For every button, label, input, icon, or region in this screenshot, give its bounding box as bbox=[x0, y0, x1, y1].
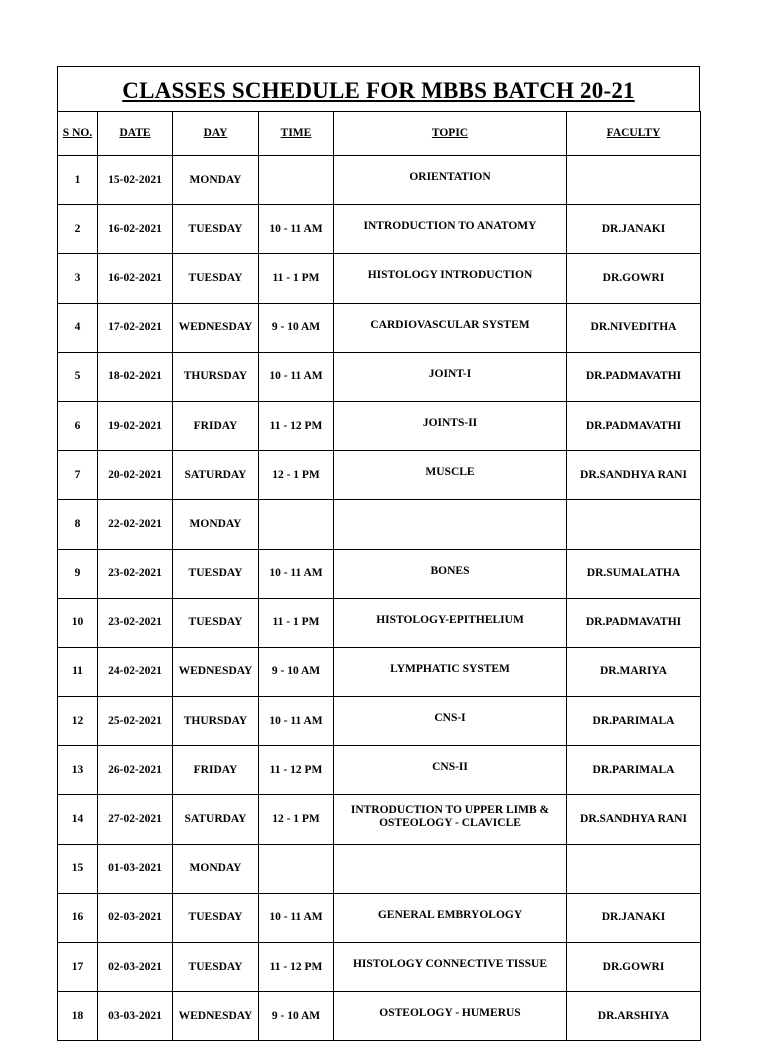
cell-topic: HISTOLOGY CONNECTIVE TISSUE bbox=[334, 943, 567, 992]
table-row bbox=[58, 943, 701, 992]
cell-time: 10 - 11 AM bbox=[259, 205, 334, 254]
cell-day: TUESDAY bbox=[173, 549, 259, 598]
cell-topic: INTRODUCTION TO ANATOMY bbox=[334, 205, 567, 254]
table-row bbox=[58, 254, 701, 303]
cell-topic: CNS-II bbox=[334, 746, 567, 795]
cell-faculty: DR.JANAKI bbox=[567, 893, 701, 942]
cell-faculty: DR.MARIYA bbox=[567, 647, 701, 696]
cell-time: 11 - 1 PM bbox=[259, 254, 334, 303]
cell-date: 03-03-2021 bbox=[98, 992, 173, 1041]
cell-time: 10 - 11 AM bbox=[259, 549, 334, 598]
cell-date: 24-02-2021 bbox=[98, 647, 173, 696]
table-row bbox=[58, 352, 701, 401]
cell-sno: 12 bbox=[58, 697, 98, 746]
cell-sno: 17 bbox=[58, 943, 98, 992]
cell-topic bbox=[334, 844, 567, 893]
cell-time: 10 - 11 AM bbox=[259, 352, 334, 401]
cell-sno: 11 bbox=[58, 647, 98, 696]
cell-time: 9 - 10 AM bbox=[259, 303, 334, 352]
table-row bbox=[58, 549, 701, 598]
cell-sno: 18 bbox=[58, 992, 98, 1041]
cell-topic: MUSCLE bbox=[334, 451, 567, 500]
cell-time: 11 - 12 PM bbox=[259, 943, 334, 992]
cell-date: 15-02-2021 bbox=[98, 156, 173, 205]
schedule-sheet bbox=[57, 66, 700, 1041]
cell-date: 27-02-2021 bbox=[98, 795, 173, 844]
title-box bbox=[57, 66, 700, 111]
cell-day: MONDAY bbox=[173, 500, 259, 549]
table-row bbox=[58, 303, 701, 352]
cell-date: 26-02-2021 bbox=[98, 746, 173, 795]
cell-date: 23-02-2021 bbox=[98, 598, 173, 647]
cell-day: TUESDAY bbox=[173, 205, 259, 254]
cell-faculty: DR.SANDHYA RANI bbox=[567, 451, 701, 500]
table-row bbox=[58, 451, 701, 500]
schedule-table bbox=[57, 111, 701, 1041]
cell-topic: ORIENTATION bbox=[334, 156, 567, 205]
cell-date: 17-02-2021 bbox=[98, 303, 173, 352]
cell-faculty bbox=[567, 844, 701, 893]
header-faculty: FACULTY bbox=[567, 112, 701, 156]
table-row bbox=[58, 205, 701, 254]
table-row bbox=[58, 795, 701, 844]
cell-day: FRIDAY bbox=[173, 746, 259, 795]
cell-sno: 8 bbox=[58, 500, 98, 549]
cell-day: TUESDAY bbox=[173, 598, 259, 647]
cell-faculty: DR.NIVEDITHA bbox=[567, 303, 701, 352]
cell-sno: 9 bbox=[58, 549, 98, 598]
cell-date: 25-02-2021 bbox=[98, 697, 173, 746]
cell-time: 11 - 12 PM bbox=[259, 401, 334, 450]
cell-sno: 4 bbox=[58, 303, 98, 352]
cell-sno: 5 bbox=[58, 352, 98, 401]
cell-sno: 3 bbox=[58, 254, 98, 303]
cell-day: TUESDAY bbox=[173, 893, 259, 942]
table-row bbox=[58, 598, 701, 647]
header-time: TIME bbox=[259, 112, 334, 156]
cell-day: THURSDAY bbox=[173, 697, 259, 746]
cell-topic: JOINTS-II bbox=[334, 401, 567, 450]
cell-topic bbox=[334, 500, 567, 549]
table-row bbox=[58, 500, 701, 549]
cell-topic: INTRODUCTION TO UPPER LIMB & OSTEOLOGY - CLAVICLE bbox=[334, 795, 567, 844]
cell-sno: 2 bbox=[58, 205, 98, 254]
cell-faculty: DR.SANDHYA RANI bbox=[567, 795, 701, 844]
cell-day: MONDAY bbox=[173, 844, 259, 893]
cell-day: TUESDAY bbox=[173, 943, 259, 992]
cell-topic: LYMPHATIC SYSTEM bbox=[334, 647, 567, 696]
cell-time bbox=[259, 156, 334, 205]
cell-faculty: DR.PADMAVATHI bbox=[567, 598, 701, 647]
cell-faculty: DR.JANAKI bbox=[567, 205, 701, 254]
table-row bbox=[58, 992, 701, 1041]
cell-time: 10 - 11 AM bbox=[259, 697, 334, 746]
cell-date: 20-02-2021 bbox=[98, 451, 173, 500]
cell-date: 23-02-2021 bbox=[98, 549, 173, 598]
cell-day: TUESDAY bbox=[173, 254, 259, 303]
cell-topic: OSTEOLOGY - HUMERUS bbox=[334, 992, 567, 1041]
table-row bbox=[58, 647, 701, 696]
cell-faculty bbox=[567, 156, 701, 205]
cell-faculty: DR.GOWRI bbox=[567, 943, 701, 992]
cell-day: FRIDAY bbox=[173, 401, 259, 450]
cell-sno: 13 bbox=[58, 746, 98, 795]
cell-date: 02-03-2021 bbox=[98, 893, 173, 942]
table-row bbox=[58, 746, 701, 795]
table-row bbox=[58, 401, 701, 450]
cell-time: 12 - 1 PM bbox=[259, 451, 334, 500]
cell-topic: GENERAL EMBRYOLOGY bbox=[334, 893, 567, 942]
cell-time bbox=[259, 844, 334, 893]
cell-time: 9 - 10 AM bbox=[259, 647, 334, 696]
cell-sno: 6 bbox=[58, 401, 98, 450]
header-topic: TOPIC bbox=[334, 112, 567, 156]
cell-topic: JOINT-I bbox=[334, 352, 567, 401]
cell-date: 16-02-2021 bbox=[98, 254, 173, 303]
cell-time: 12 - 1 PM bbox=[259, 795, 334, 844]
cell-date: 16-02-2021 bbox=[98, 205, 173, 254]
cell-faculty: DR.PARIMALA bbox=[567, 697, 701, 746]
cell-topic: HISTOLOGY-EPITHELIUM bbox=[334, 598, 567, 647]
cell-time: 11 - 1 PM bbox=[259, 598, 334, 647]
cell-date: 01-03-2021 bbox=[98, 844, 173, 893]
cell-time: 11 - 12 PM bbox=[259, 746, 334, 795]
cell-day: SATURDAY bbox=[173, 795, 259, 844]
cell-day: WEDNESDAY bbox=[173, 303, 259, 352]
cell-sno: 10 bbox=[58, 598, 98, 647]
cell-day: MONDAY bbox=[173, 156, 259, 205]
cell-faculty: DR.GOWRI bbox=[567, 254, 701, 303]
table-row bbox=[58, 156, 701, 205]
cell-faculty bbox=[567, 500, 701, 549]
cell-day: WEDNESDAY bbox=[173, 992, 259, 1041]
table-row bbox=[58, 893, 701, 942]
cell-day: THURSDAY bbox=[173, 352, 259, 401]
header-sno: S NO. bbox=[58, 112, 98, 156]
cell-time bbox=[259, 500, 334, 549]
cell-sno: 1 bbox=[58, 156, 98, 205]
schedule-body bbox=[58, 156, 701, 1041]
cell-faculty: DR.SUMALATHA bbox=[567, 549, 701, 598]
cell-time: 10 - 11 AM bbox=[259, 893, 334, 942]
cell-date: 18-02-2021 bbox=[98, 352, 173, 401]
table-row bbox=[58, 697, 701, 746]
cell-faculty: DR.PADMAVATHI bbox=[567, 401, 701, 450]
cell-day: WEDNESDAY bbox=[173, 647, 259, 696]
cell-day: SATURDAY bbox=[173, 451, 259, 500]
cell-sno: 7 bbox=[58, 451, 98, 500]
cell-date: 02-03-2021 bbox=[98, 943, 173, 992]
cell-sno: 16 bbox=[58, 893, 98, 942]
cell-sno: 14 bbox=[58, 795, 98, 844]
cell-time: 9 - 10 AM bbox=[259, 992, 334, 1041]
cell-faculty: DR.PADMAVATHI bbox=[567, 352, 701, 401]
page-title: CLASSES SCHEDULE FOR MBBS BATCH 20-21 bbox=[122, 77, 635, 103]
cell-topic: HISTOLOGY INTRODUCTION bbox=[334, 254, 567, 303]
cell-faculty: DR.PARIMALA bbox=[567, 746, 701, 795]
cell-topic: CNS-I bbox=[334, 697, 567, 746]
header-date: DATE bbox=[98, 112, 173, 156]
cell-date: 19-02-2021 bbox=[98, 401, 173, 450]
cell-date: 22-02-2021 bbox=[98, 500, 173, 549]
cell-topic: CARDIOVASCULAR SYSTEM bbox=[334, 303, 567, 352]
header-row bbox=[58, 112, 701, 156]
header-day: DAY bbox=[173, 112, 259, 156]
cell-sno: 15 bbox=[58, 844, 98, 893]
table-row bbox=[58, 844, 701, 893]
cell-topic: BONES bbox=[334, 549, 567, 598]
cell-faculty: DR.ARSHIYA bbox=[567, 992, 701, 1041]
